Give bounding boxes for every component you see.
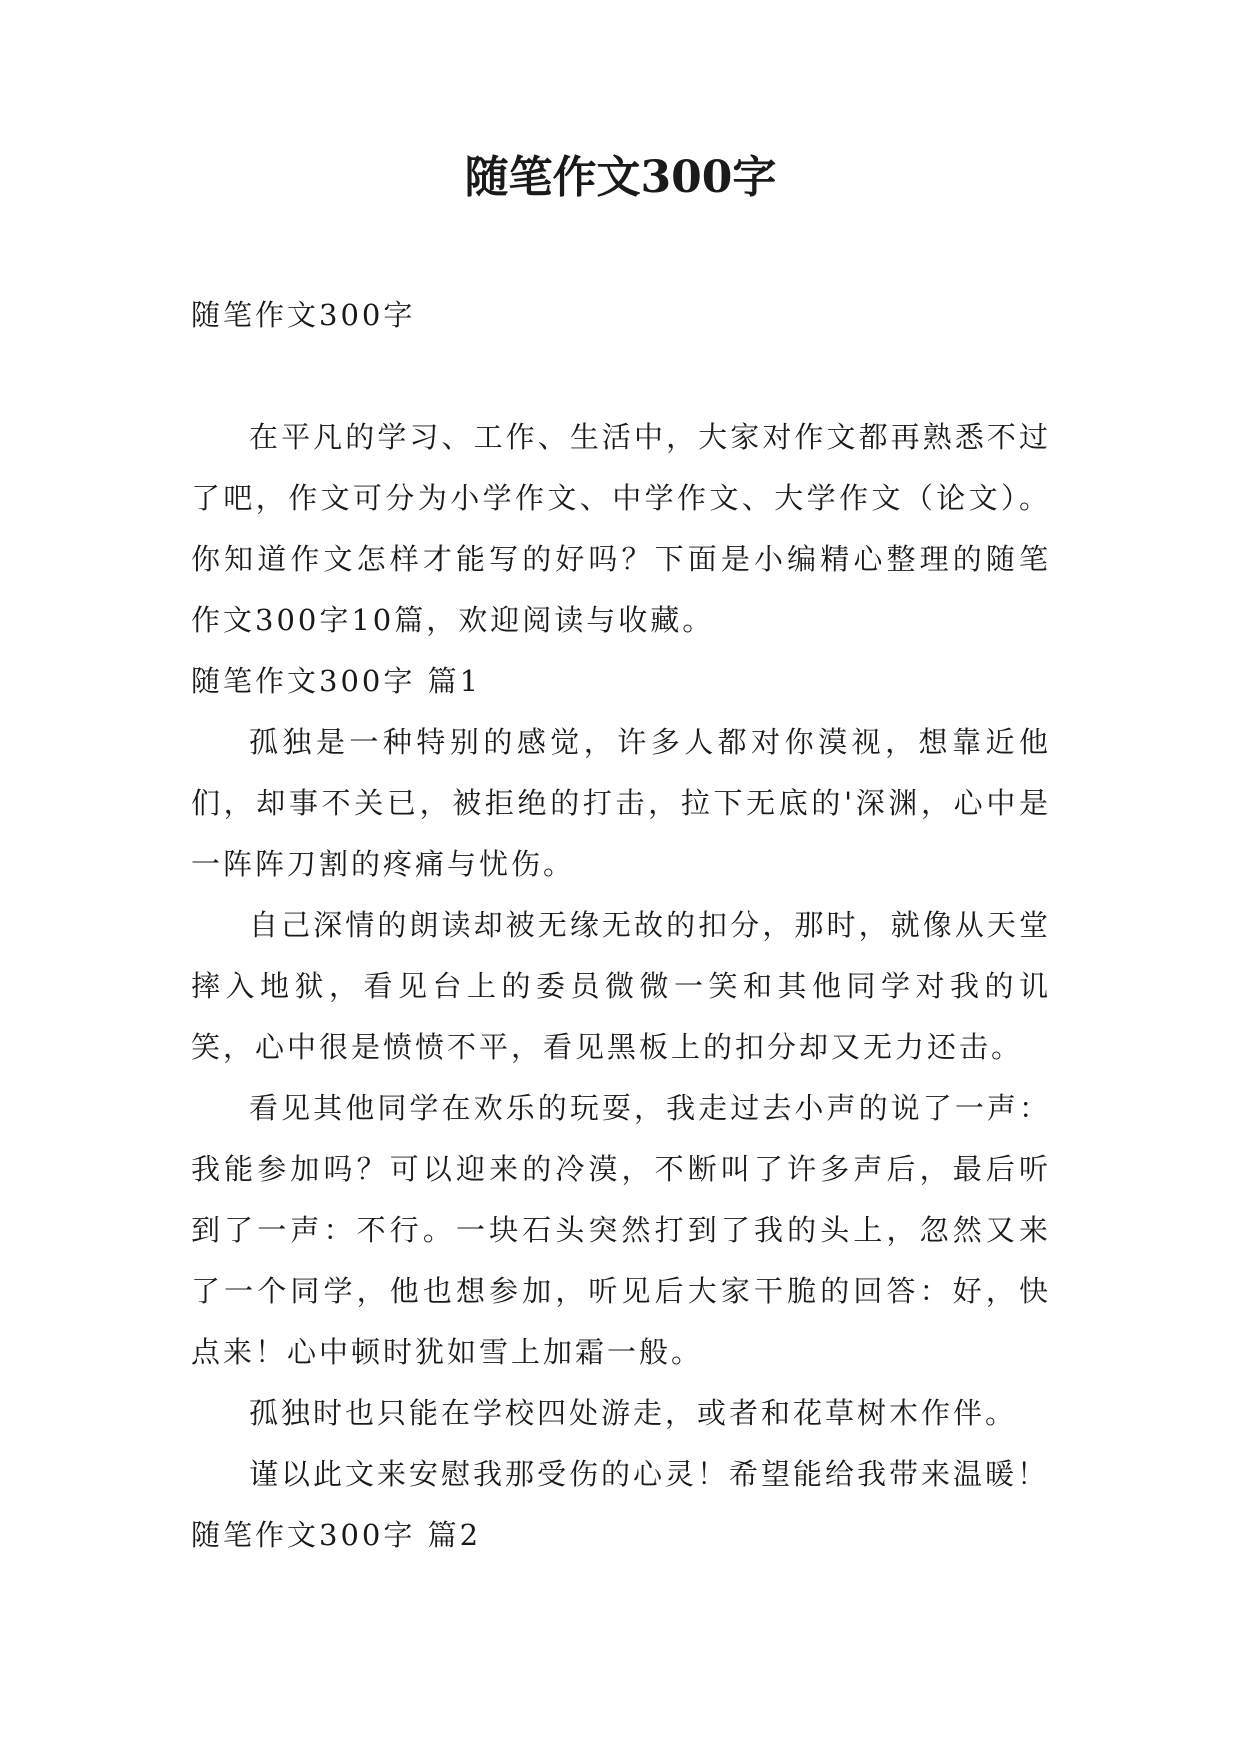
intro-paragraph: 在平凡的学习、工作、生活中，大家对作文都再熟悉不过了吧，作文可分为小学作文、中学作文、大学作文（论文）。你知道作文怎样才能写的好吗？下面是小编精心整理的随笔作文300字10篇，欢迎阅读与收藏。 bbox=[191, 420, 1051, 637]
paragraph: 孤独是一种特别的感觉，许多人都对你漠视，想靠近他们，却事不关已，被拒绝的打击，拉下无底的'深渊，心中是一阵阵刀割的疼痛与忧伤。 bbox=[191, 725, 1051, 881]
document-title: 随笔作文300字 bbox=[464, 152, 777, 203]
paragraph: 看见其他同学在欢乐的玩耍，我走过去小声的说了一声：我能参加吗？可以迎来的冷漠，不断叫了许多声后，最后听到了一声：不行。一块石头突然打到了我的头上，忽然又来了一个同学，他也想参加，听见后大家干脆的回答：好，快点来！心中顿时犹如雪上加霜一般。 bbox=[191, 1091, 1051, 1369]
section-heading-1: 随笔作文300字 篇1 bbox=[191, 664, 482, 698]
paragraph: 自己深情的朗读却被无缘无故的扣分，那时，就像从天堂摔入地狱，看见台上的委员微微一笑和其他同学对我的讥笑，心中很是愤愤不平，看见黑板上的扣分却又无力还击。 bbox=[191, 908, 1051, 1064]
section-heading-2: 随笔作文300字 篇2 bbox=[191, 1518, 482, 1552]
document-subtitle: 随笔作文300字 bbox=[191, 298, 416, 332]
paragraph: 孤独时也只能在学校四处游走，或者和花草树木作伴。 bbox=[249, 1396, 1018, 1430]
blank-line bbox=[191, 344, 1051, 407]
paragraph: 谨以此文来安慰我那受伤的心灵！希望能给我带来温暖！ bbox=[249, 1457, 1050, 1491]
document-body bbox=[191, 286, 1051, 1566]
